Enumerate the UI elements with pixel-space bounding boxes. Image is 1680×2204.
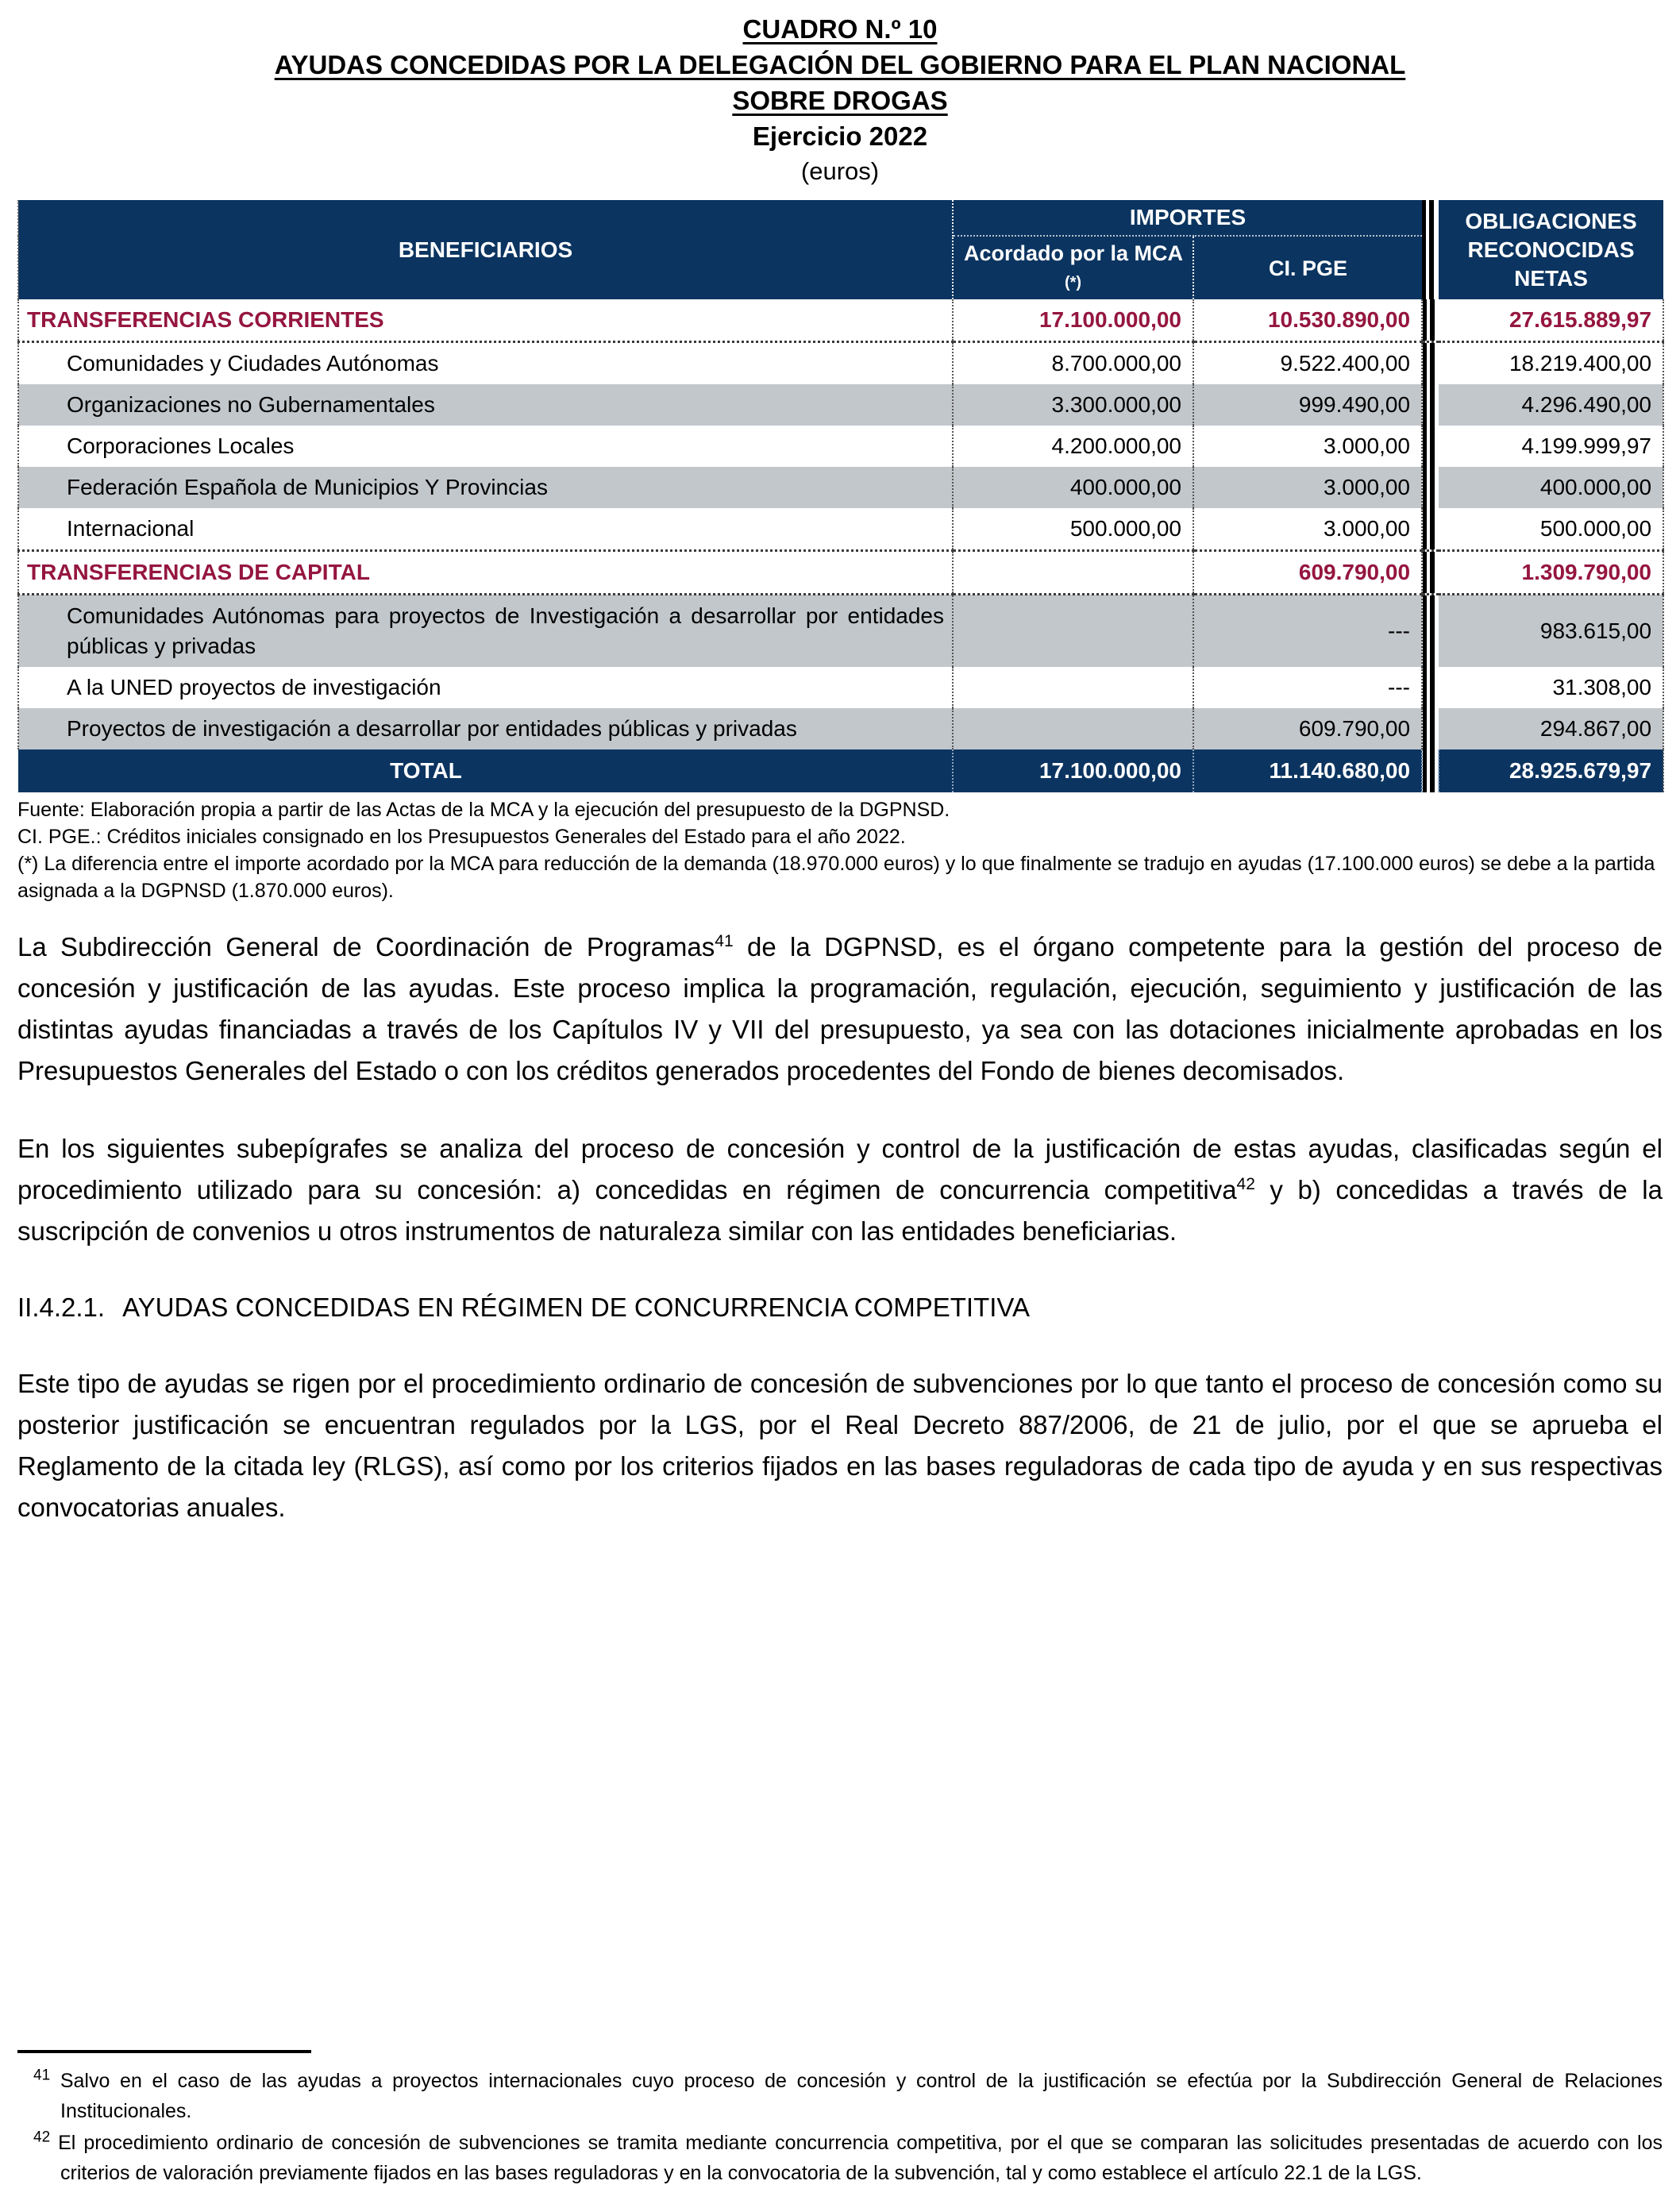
footnote-41 bbox=[17, 2066, 1663, 2126]
row-label: TRANSFERENCIAS DE CAPITAL bbox=[18, 551, 953, 595]
row-mca: 8.700.000,00 bbox=[953, 342, 1193, 385]
cuadro-title-text-1: AYUDAS CONCEDIDAS POR LA DELEGACIÓN DEL GOBIERNO PARA EL PLAN NACIONAL bbox=[274, 50, 1406, 79]
total-mca: 17.100.000,00 bbox=[953, 749, 1193, 792]
footnotes-block bbox=[17, 2050, 1663, 2190]
footnote-ref-41[interactable]: 41 bbox=[715, 932, 734, 950]
row-obn: 294.867,00 bbox=[1439, 708, 1663, 749]
row-pge: 999.490,00 bbox=[1193, 384, 1422, 426]
footnote-ref-42[interactable]: 42 bbox=[1236, 1175, 1255, 1193]
document-body bbox=[17, 927, 1663, 1528]
note-asterisk: (*) La diferencia entre el importe acordado por la MCA para reducción de la demanda (18.970.000 euros) y lo que finalmente se tradujo en ayudas (17.100.000 euros) se debe a la partida asignada a la DGPNSD (1.870.000 euros). bbox=[17, 853, 1655, 902]
row-mca: 3.300.000,00 bbox=[953, 384, 1193, 426]
row-pge: 10.530.890,00 bbox=[1193, 299, 1422, 342]
footnote-41-number: 41 bbox=[33, 2067, 51, 2084]
table-container bbox=[17, 200, 1663, 792]
header-beneficiarios: BENEFICIARIOS bbox=[18, 200, 953, 299]
cuadro-units: (euros) bbox=[800, 157, 880, 185]
table-row bbox=[18, 667, 1663, 708]
row-pge: 3.000,00 bbox=[1193, 508, 1422, 551]
cuadro-exercise: Ejercicio 2022 bbox=[752, 121, 928, 151]
note-fuente: Fuente: Elaboración propia a partir de las Actas de la MCA y la ejecución del presupuesto de la DGPNSD. bbox=[17, 799, 950, 821]
paragraph-1-part-b: de la DGPNSD, es el órgano competente para la gestión del proceso de concesión y justificación de las ayudas. Este proceso implica la programación, regulación, ejecución, seguimiento y justificación de las distintas ayudas financiadas a través de los Capítulos IV y VII del presupuesto, ya sea con las dotaciones inicialmente aprobadas en los Presupuestos Generales del Estado o con los créditos generados procedentes del Fondo de bienes decomisados. bbox=[17, 932, 1663, 1085]
table-notes bbox=[17, 796, 1663, 904]
paragraph-2-part-b: y b) concedidas a través de la suscripción de convenios u otros instrumentos de naturaleza similar con las entidades beneficiarias. bbox=[17, 1175, 1663, 1246]
footnote-separator-rule bbox=[17, 2050, 311, 2053]
row-mca: 17.100.000,00 bbox=[953, 299, 1193, 342]
row-pge: 609.790,00 bbox=[1193, 551, 1422, 595]
row-obn: 31.308,00 bbox=[1439, 667, 1663, 708]
row-label: Comunidades y Ciudades Autónomas bbox=[18, 342, 953, 385]
row-obn: 500.000,00 bbox=[1439, 508, 1663, 551]
total-label: TOTAL bbox=[18, 749, 953, 792]
total-pge: 11.140.680,00 bbox=[1193, 749, 1422, 792]
row-label: Corporaciones Locales bbox=[18, 426, 953, 467]
row-pge: 609.790,00 bbox=[1193, 708, 1422, 749]
paragraph-2-part-a: En los siguientes subepígrafes se analiza del proceso de concesión y control de la justificación de estas ayudas, clasificadas según el procedimiento utilizado para su concesión: a) concedidas en régimen de concurrencia competitiva bbox=[17, 1134, 1663, 1204]
cuadro-number bbox=[17, 11, 1663, 47]
row-obn: 4.296.490,00 bbox=[1439, 384, 1663, 426]
header-obligaciones-reconocidas-netas: OBLIGACIONES RECONOCIDAS NETAS bbox=[1439, 200, 1663, 299]
section-heading bbox=[17, 1289, 1663, 1327]
column-separator-double bbox=[1422, 342, 1439, 385]
row-pge: 9.522.400,00 bbox=[1193, 342, 1422, 385]
header-importes: IMPORTES bbox=[953, 200, 1422, 236]
footnote-42 bbox=[17, 2128, 1663, 2188]
row-pge: --- bbox=[1193, 595, 1422, 668]
table-row bbox=[18, 595, 1663, 668]
column-separator-double bbox=[1422, 200, 1439, 299]
section-title: AYUDAS CONCEDIDAS EN RÉGIMEN DE CONCURRENCIA COMPETITIVA bbox=[122, 1293, 1030, 1322]
column-separator-double bbox=[1422, 299, 1439, 342]
header-acordado-mca bbox=[953, 236, 1193, 299]
row-label: Federación Española de Municipios Y Provincias bbox=[18, 467, 953, 508]
row-mca: 4.200.000,00 bbox=[953, 426, 1193, 467]
table-row bbox=[18, 508, 1663, 551]
paragraph-2 bbox=[17, 1128, 1663, 1252]
table-title-block bbox=[17, 0, 1663, 189]
row-label: Organizaciones no Gubernamentales bbox=[18, 384, 953, 426]
row-label: A la UNED proyectos de investigación bbox=[18, 667, 953, 708]
row-mca: 500.000,00 bbox=[953, 508, 1193, 551]
row-obn: 4.199.999,97 bbox=[1439, 426, 1663, 467]
section-number: II.4.2.1. bbox=[17, 1293, 106, 1322]
table-row bbox=[18, 384, 1663, 426]
row-obn: 400.000,00 bbox=[1439, 467, 1663, 508]
column-separator-double bbox=[1422, 708, 1439, 749]
table-head bbox=[18, 200, 1663, 299]
table-row bbox=[18, 708, 1663, 749]
row-obn: 18.219.400,00 bbox=[1439, 342, 1663, 385]
table-total-row bbox=[18, 749, 1663, 792]
row-label: Proyectos de investigación a desarrollar por entidades públicas y privadas bbox=[18, 708, 953, 749]
column-separator-double bbox=[1422, 595, 1439, 668]
column-separator-double bbox=[1422, 749, 1439, 792]
cuadro-title-line-2 bbox=[17, 83, 1663, 118]
table-row bbox=[18, 467, 1663, 508]
row-obn: 27.615.889,97 bbox=[1439, 299, 1663, 342]
row-label: Comunidades Autónomas para proyectos de Investigación a desarrollar por entidades públicas y privadas bbox=[18, 595, 953, 668]
table-row bbox=[18, 426, 1663, 467]
row-label: TRANSFERENCIAS CORRIENTES bbox=[18, 299, 953, 342]
row-obn: 1.309.790,00 bbox=[1439, 551, 1663, 595]
footnote-42-text: El procedimiento ordinario de concesión de subvenciones se tramita mediante concurrencia competitiva, por el que se comparan las solicitudes presentadas de acuerdo con los criterios de valoración previamente fijados en las bases reguladoras y en la convocatoria de la subvención, tal y como establece el artículo 22.1 de la LGS. bbox=[58, 2132, 1663, 2184]
row-mca bbox=[953, 595, 1193, 668]
column-separator-double bbox=[1422, 508, 1439, 551]
row-label: Internacional bbox=[18, 508, 953, 551]
table-header-row-1 bbox=[18, 200, 1663, 236]
note-cipge: CI. PGE.: Créditos iniciales consignado en los Presupuestos Generales del Estado para el año 2022. bbox=[17, 826, 906, 848]
footnote-42-number: 42 bbox=[33, 2129, 51, 2146]
column-separator-double bbox=[1422, 467, 1439, 508]
row-mca bbox=[953, 551, 1193, 595]
cuadro-number-text: CUADRO N.º 10 bbox=[742, 14, 938, 44]
column-separator-double bbox=[1422, 551, 1439, 595]
table-row bbox=[18, 299, 1663, 342]
cuadro-title-text-2: SOBRE DROGAS bbox=[732, 86, 948, 115]
row-mca bbox=[953, 667, 1193, 708]
column-separator-double bbox=[1422, 667, 1439, 708]
column-separator-double bbox=[1422, 426, 1439, 467]
row-mca bbox=[953, 708, 1193, 749]
header-acordado-mca-label: Acordado por la MCA bbox=[963, 241, 1182, 265]
row-pge: 3.000,00 bbox=[1193, 467, 1422, 508]
header-acordado-mca-asterisk: (*) bbox=[1064, 274, 1082, 291]
row-obn: 983.615,00 bbox=[1439, 595, 1663, 668]
row-mca: 400.000,00 bbox=[953, 467, 1193, 508]
total-obn: 28.925.679,97 bbox=[1439, 749, 1663, 792]
table-body bbox=[18, 299, 1663, 792]
table-row bbox=[18, 551, 1663, 595]
row-pge: --- bbox=[1193, 667, 1422, 708]
row-pge: 3.000,00 bbox=[1193, 426, 1422, 467]
ayudas-table bbox=[17, 200, 1664, 792]
table-row bbox=[18, 342, 1663, 385]
paragraph-3: Este tipo de ayudas se rigen por el procedimiento ordinario de concesión de subvenciones por lo que tanto el proceso de concesión como su posterior justificación se encuentran regulados por la LGS, por el Real Decreto 887/2006, de 21 de julio, por el que se aprueba el Reglamento de la citada ley (RLGS), así como por los criterios fijados en las bases reguladoras de cada tipo de ayuda y en sus respectivas convocatorias anuales. bbox=[17, 1369, 1663, 1522]
column-separator-double bbox=[1422, 384, 1439, 426]
footnote-41-text: Salvo en el caso de las ayudas a proyectos internacionales cuyo proceso de concesión y control de la justificación se efectúa por la Subdirección General de Relaciones Institucionales. bbox=[60, 2070, 1663, 2122]
paragraph-1-part-a: La Subdirección General de Coordinación de Programas bbox=[17, 932, 715, 961]
header-ci-pge: CI. PGE bbox=[1193, 236, 1422, 299]
paragraph-1 bbox=[17, 927, 1663, 1092]
cuadro-title-line-1 bbox=[17, 47, 1663, 83]
